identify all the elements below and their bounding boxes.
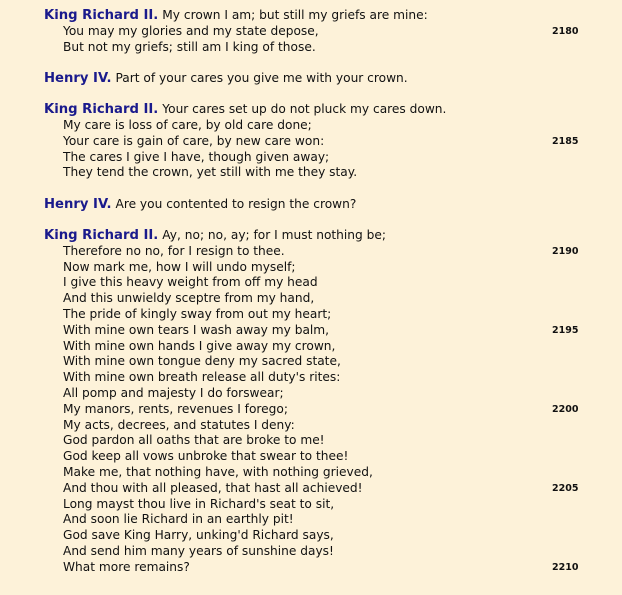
verse-line xyxy=(0,354,622,370)
verse-line xyxy=(0,228,622,244)
verse-text-container xyxy=(63,465,373,481)
verse-text: And thou with all pleased, that hast all achieved! xyxy=(63,480,363,495)
verse-line xyxy=(0,134,622,150)
verse-text-container xyxy=(63,544,334,560)
verse-text: With mine own breath release all duty's rites: xyxy=(63,370,341,385)
verse-line xyxy=(0,323,622,339)
verse-text: Ay, no; no, ay; for I must nothing be; xyxy=(162,227,386,242)
verse-text: With mine own hands I give away my crown, xyxy=(63,338,336,353)
verse-text-container xyxy=(63,260,296,276)
verse-text: And this unwieldy sceptre from my hand, xyxy=(63,291,315,306)
speech-block xyxy=(0,102,622,181)
verse-text-container xyxy=(63,386,284,402)
verse-text-container xyxy=(63,150,329,166)
verse-line xyxy=(0,118,622,134)
line-number: 2200 xyxy=(552,403,579,415)
verse-text-container xyxy=(63,165,357,181)
verse-text: Part of your cares you give me with your crown. xyxy=(115,70,408,85)
verse-line xyxy=(0,465,622,481)
line-number: 2210 xyxy=(552,561,579,573)
verse-text: Long mayst thou live in Richard's seat to sit, xyxy=(63,496,335,511)
verse-line xyxy=(0,528,622,544)
verse-text-container xyxy=(63,449,348,465)
verse-line xyxy=(0,402,622,418)
verse-text: The cares I give I have, though given away; xyxy=(63,149,330,164)
verse-line xyxy=(0,481,622,497)
verse-line xyxy=(0,275,622,291)
verse-text-container xyxy=(44,102,446,118)
speech-block xyxy=(0,197,622,213)
verse-line xyxy=(0,8,622,24)
verse-line xyxy=(0,386,622,402)
verse-line xyxy=(0,512,622,528)
verse-line xyxy=(0,24,622,40)
verse-text: With mine own tears I wash away my balm, xyxy=(63,322,330,337)
speaker-name: Henry IV. xyxy=(44,70,112,86)
verse-text: My care is loss of care, by old care done; xyxy=(63,117,312,132)
speech-block xyxy=(0,71,622,87)
verse-text: God pardon all oaths that are broke to me! xyxy=(63,433,325,448)
verse-text: Make me, that nothing have, with nothing grieved, xyxy=(63,464,373,479)
verse-text-container xyxy=(63,323,329,339)
line-number: 2180 xyxy=(552,25,579,37)
verse-text-container xyxy=(63,291,314,307)
verse-text-container xyxy=(63,418,295,434)
speech-block xyxy=(0,228,622,576)
verse-text-container xyxy=(63,497,334,513)
verse-text-container xyxy=(63,339,335,355)
verse-text-container xyxy=(63,40,316,56)
verse-text-container xyxy=(63,118,312,134)
verse-text: My manors, rents, revenues I forego; xyxy=(63,401,288,416)
verse-line xyxy=(0,165,622,181)
verse-line xyxy=(0,291,622,307)
verse-line xyxy=(0,71,622,87)
verse-line xyxy=(0,102,622,118)
verse-line xyxy=(0,150,622,166)
speech-block xyxy=(0,8,622,55)
verse-line xyxy=(0,339,622,355)
verse-text-container xyxy=(63,402,288,418)
verse-text: What more remains? xyxy=(63,559,190,574)
verse-text: Therefore no no, for I resign to thee. xyxy=(63,243,285,258)
verse-text: I give this heavy weight from off my head xyxy=(63,275,318,290)
play-text xyxy=(0,8,622,591)
verse-text-container xyxy=(63,354,341,370)
verse-text-container xyxy=(63,307,331,323)
verse-text-container xyxy=(63,512,294,528)
verse-text-container xyxy=(63,433,325,449)
verse-text: My acts, decrees, and statutes I deny: xyxy=(63,417,295,432)
verse-line xyxy=(0,40,622,56)
line-number: 2205 xyxy=(552,482,579,494)
verse-line xyxy=(0,418,622,434)
line-number: 2190 xyxy=(552,245,579,257)
speaker-name: King Richard II. xyxy=(44,227,159,243)
verse-text: All pomp and majesty I do forswear; xyxy=(63,385,284,400)
verse-text: God save King Harry, unking'd Richard says, xyxy=(63,528,334,543)
line-number: 2195 xyxy=(552,324,579,336)
verse-line xyxy=(0,449,622,465)
verse-line xyxy=(0,370,622,386)
verse-line xyxy=(0,307,622,323)
verse-line xyxy=(0,497,622,513)
verse-text-container xyxy=(63,24,319,40)
verse-text: You may my glories and my state depose, xyxy=(63,23,319,38)
verse-text-container xyxy=(63,370,340,386)
verse-text: The pride of kingly sway from out my heart; xyxy=(63,306,332,321)
verse-line xyxy=(0,197,622,213)
verse-text-container xyxy=(44,197,356,213)
verse-line xyxy=(0,260,622,276)
speaker-name: Henry IV. xyxy=(44,196,112,212)
verse-text-container xyxy=(63,481,363,497)
verse-text: They tend the crown, yet still with me they stay. xyxy=(63,165,358,180)
verse-text-container xyxy=(44,71,408,87)
verse-text-container xyxy=(44,8,428,24)
verse-text: My crown I am; but still my griefs are mine: xyxy=(162,8,428,22)
verse-text: With mine own tongue deny my sacred state, xyxy=(63,354,341,369)
verse-text-container xyxy=(63,134,324,150)
verse-line xyxy=(0,433,622,449)
speaker-name: King Richard II. xyxy=(44,8,159,23)
verse-text: God keep all vows unbroke that swear to thee! xyxy=(63,449,349,464)
verse-text: And soon lie Richard in an earthly pit! xyxy=(63,512,294,527)
verse-text: Now mark me, how I will undo myself; xyxy=(63,259,296,274)
verse-text: But not my griefs; still am I king of those. xyxy=(63,39,316,54)
verse-text: And send him many years of sunshine days! xyxy=(63,543,334,558)
verse-text-container xyxy=(63,560,190,576)
verse-text-container xyxy=(44,228,386,244)
verse-text: Your care is gain of care, by new care won: xyxy=(63,133,325,148)
verse-text-container xyxy=(63,275,318,291)
speaker-name: King Richard II. xyxy=(44,102,159,118)
verse-line xyxy=(0,244,622,260)
verse-text-container xyxy=(63,528,334,544)
line-number: 2185 xyxy=(552,135,579,147)
verse-text: Your cares set up do not pluck my cares down. xyxy=(162,102,447,117)
verse-line xyxy=(0,560,622,576)
verse-text-container xyxy=(63,244,285,260)
verse-line xyxy=(0,544,622,560)
verse-text: Are you contented to resign the crown? xyxy=(115,196,357,211)
